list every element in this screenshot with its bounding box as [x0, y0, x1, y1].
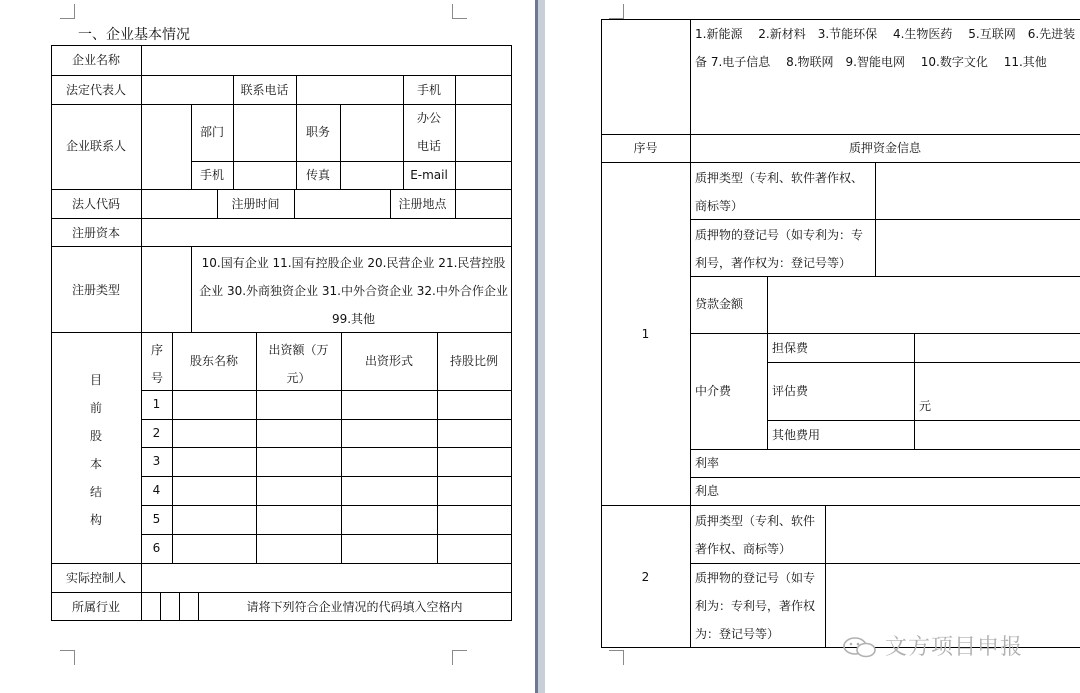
- shareholder-field[interactable]: [173, 448, 256, 475]
- col-header-pledge-info: 质押资金信息: [848, 141, 921, 155]
- page-corner-mark: [609, 650, 624, 665]
- item-no-2: 2: [641, 570, 650, 584]
- field-contact-person[interactable]: [142, 105, 191, 189]
- label-pledge-type-1: 质押类型（专利、软件著作权、商标等）: [695, 171, 864, 213]
- field-other-fee[interactable]: [915, 421, 1080, 449]
- shareholder-field[interactable]: [342, 477, 437, 504]
- shareholder-field[interactable]: [257, 448, 341, 475]
- shareholder-field[interactable]: [173, 506, 256, 533]
- shareholder-field[interactable]: [257, 535, 341, 562]
- label-interest: 利息: [695, 484, 720, 498]
- shareholder-field[interactable]: [173, 391, 256, 418]
- shareholder-field[interactable]: [257, 420, 341, 447]
- label-reg-type: 注册类型: [71, 283, 120, 297]
- shareholder-field[interactable]: [173, 535, 256, 562]
- field-department[interactable]: [234, 105, 296, 161]
- field-contact-phone[interactable]: [297, 76, 403, 104]
- shareholder-field[interactable]: [173, 477, 256, 504]
- shareholder-row-number: 3: [152, 454, 161, 468]
- label-industry: 所属行业: [71, 600, 120, 614]
- field-reg-type[interactable]: [142, 247, 191, 332]
- label-reg-no-2: 质押物的登记号（如专利为：专利号，著作权为：登记号等）: [695, 571, 816, 641]
- field-office-phone[interactable]: [456, 105, 511, 161]
- page-corner-mark: [609, 4, 624, 19]
- shareholder-field[interactable]: [342, 506, 437, 533]
- label-contact-person: 企业联系人: [65, 139, 126, 153]
- field-assessment-fee[interactable]: [959, 363, 1080, 420]
- page-divider: [535, 0, 545, 693]
- shareholder-field[interactable]: [438, 391, 511, 418]
- field-position[interactable]: [341, 105, 403, 161]
- item-no-1: 1: [641, 327, 650, 341]
- label-guarantee-fee: 担保费: [772, 341, 809, 355]
- field-guarantee-fee[interactable]: [915, 334, 1080, 362]
- col-header-ratio: 持股比例: [449, 354, 498, 368]
- field-industry-code-3[interactable]: [180, 593, 198, 620]
- field-pledge-type-1[interactable]: [876, 163, 1080, 219]
- field-email[interactable]: [456, 162, 511, 189]
- label-mobile-2: 手机: [199, 168, 224, 182]
- industry-note: 请将下列符合企业情况的代码填入空格内: [246, 600, 463, 614]
- field-legal-rep[interactable]: [142, 76, 233, 104]
- shareholder-field[interactable]: [257, 391, 341, 418]
- field-actual-controller[interactable]: [142, 564, 511, 592]
- col-header-form: 出资形式: [364, 354, 413, 368]
- col-header-seq-right: 序号: [633, 141, 658, 155]
- label-reg-place: 注册地点: [398, 197, 447, 211]
- label-mobile: 手机: [416, 83, 441, 97]
- label-other-fee: 其他费用: [772, 428, 821, 442]
- field-interest-rate[interactable]: [768, 450, 1080, 477]
- field-interest[interactable]: [768, 478, 1080, 505]
- label-office-phone: 办公电话: [416, 111, 441, 153]
- label-actual-controller: 实际控制人: [65, 571, 126, 585]
- reg-type-options: 10.国有企业 11.国有控股企业 20.民营企业 21.民营控股企业 30.外商独资企业 31.中外合资企业 32.中外合作企业 99.其他: [199, 256, 508, 326]
- shareholder-field[interactable]: [342, 391, 437, 418]
- shareholder-field[interactable]: [257, 477, 341, 504]
- watermark-text: 文方项目申报: [885, 635, 1024, 660]
- page-corner-mark: [452, 650, 467, 665]
- page-corner-mark: [60, 650, 75, 665]
- label-interest-rate: 利率: [695, 456, 720, 470]
- unit-yuan: 元: [919, 399, 932, 413]
- label-loan-amount: 贷款金额: [695, 297, 744, 311]
- document-page-right: [545, 0, 1080, 693]
- page-corner-mark: [452, 4, 467, 19]
- label-email: E-mail: [410, 168, 448, 182]
- field-mobile[interactable]: [456, 76, 511, 104]
- field-legal-code[interactable]: [142, 190, 217, 218]
- shareholder-field[interactable]: [342, 535, 437, 562]
- label-assessment-fee: 评估费: [772, 384, 809, 398]
- document-page-left: [0, 0, 535, 693]
- field-mobile-2[interactable]: [234, 162, 296, 189]
- shareholder-field[interactable]: [342, 420, 437, 447]
- label-contact-phone: 联系电话: [240, 83, 289, 97]
- label-position: 职务: [305, 125, 330, 139]
- col-header-seq: 序号: [150, 343, 163, 385]
- label-reg-time: 注册时间: [231, 197, 280, 211]
- section-title: 一、企业基本情况: [78, 27, 190, 43]
- shareholder-row-number: 1: [152, 397, 161, 411]
- label-legal-code: 法人代码: [71, 197, 120, 211]
- shareholder-field[interactable]: [438, 506, 511, 533]
- col-header-capital: 出资额（万元）: [268, 343, 329, 385]
- label-department: 部门: [199, 125, 224, 139]
- shareholder-field[interactable]: [257, 506, 341, 533]
- label-company-name: 企业名称: [71, 53, 120, 67]
- label-fax: 传真: [305, 168, 330, 182]
- shareholder-row-number: 5: [152, 512, 161, 526]
- shareholder-field[interactable]: [438, 420, 511, 447]
- label-legal-rep: 法定代表人: [65, 83, 126, 97]
- shareholder-field[interactable]: [342, 448, 437, 475]
- col-header-shareholder: 股东名称: [189, 354, 238, 368]
- field-pledge-type-2[interactable]: [826, 506, 1080, 563]
- field-industry-code-2[interactable]: [161, 593, 179, 620]
- shareholder-row-number: 6: [152, 541, 161, 555]
- field-reg-no-1[interactable]: [876, 220, 1080, 276]
- shareholder-row-number: 2: [152, 426, 161, 440]
- field-reg-place[interactable]: [456, 190, 511, 218]
- field-fax[interactable]: [341, 162, 403, 189]
- field-industry-code-1[interactable]: [142, 593, 160, 620]
- shareholder-field[interactable]: [438, 477, 511, 504]
- label-agency-fee: 中介费: [695, 384, 732, 398]
- shareholder-row-number: 4: [152, 483, 161, 497]
- wechat-logo-icon: [842, 636, 878, 658]
- field-loan-amount[interactable]: [768, 277, 1080, 333]
- industry-code-options: 1.新能源 2.新材料 3.节能环保 4.生物医药 5.互联网 6.先进装备 7.电子信息 8.物联网 9.智能电网 10.数字文化 11.其他: [695, 27, 1076, 69]
- shareholder-field[interactable]: [173, 420, 256, 447]
- shareholder-field[interactable]: [438, 448, 511, 475]
- page-corner-mark: [60, 4, 75, 19]
- label-reg-no-1: 质押物的登记号（如专利为：专利号，著作权为：登记号等）: [695, 228, 864, 270]
- field-company-name[interactable]: [142, 46, 511, 75]
- field-reg-capital[interactable]: [142, 219, 511, 246]
- shareholder-field[interactable]: [438, 535, 511, 562]
- label-pledge-type-2: 质押类型（专利、软件著作权、商标等）: [695, 514, 816, 556]
- field-reg-time[interactable]: [295, 190, 390, 218]
- label-reg-capital: 注册资本: [71, 226, 120, 240]
- label-share-structure: 目前股本结构: [89, 373, 102, 527]
